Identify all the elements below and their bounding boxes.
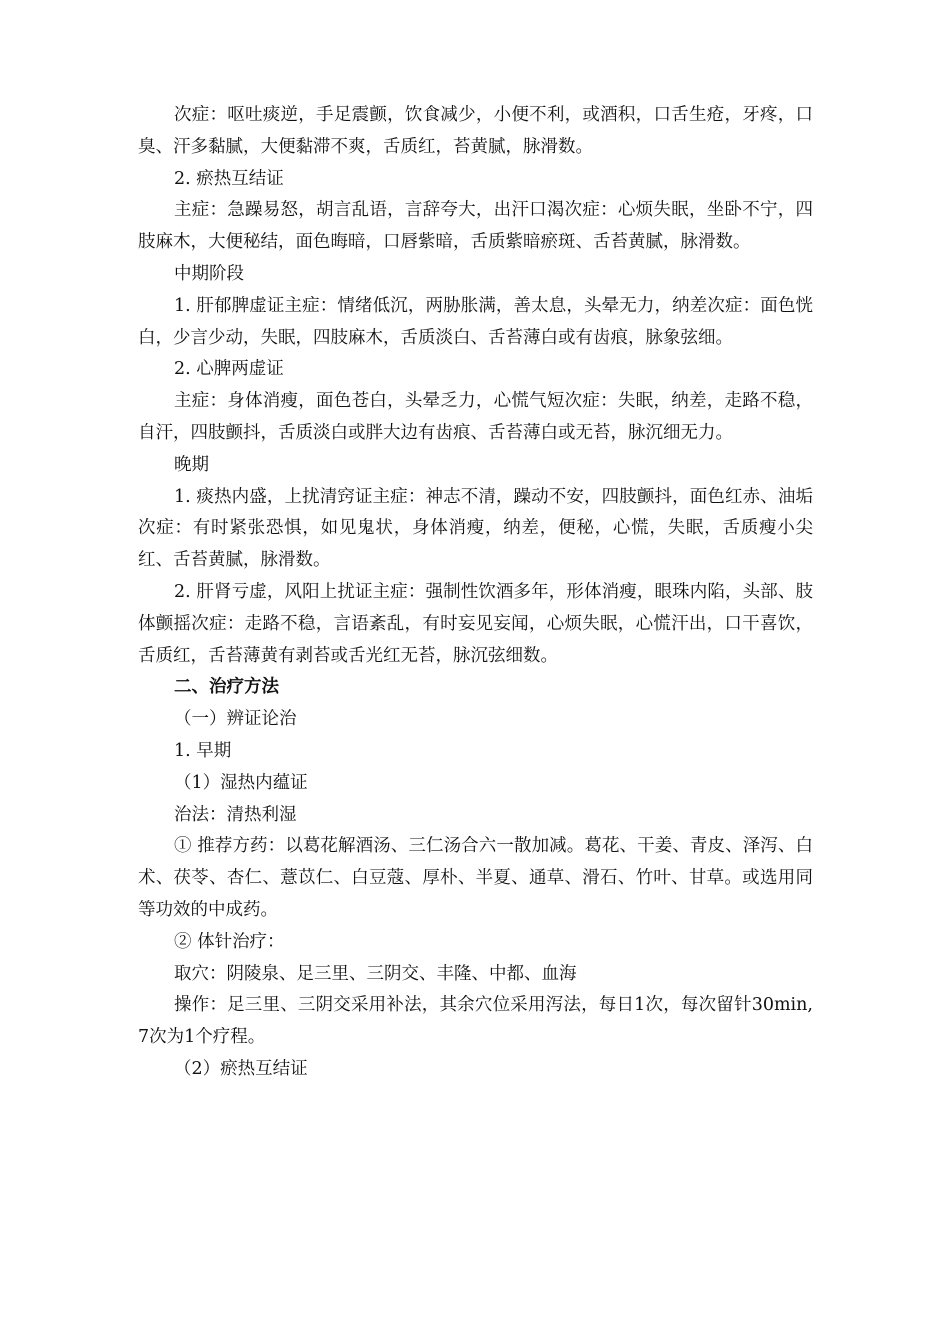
paragraph-phlegm-heat: 1. 痰热内盛，上扰清窍证主症：神志不清，躁动不安，四肢颤抖，面色红赤、油垢次症：有时紧张恐惧，如见鬼状，身体消瘦，纳差，便秘，心慌，失眠，舌质瘦小尖红、舌苔黄腻，脉滑数。: [138, 486, 813, 571]
paragraph-acupuncture: ② 体针治疗：: [174, 931, 285, 952]
paragraph-liver-kidney: 2. 肝肾亏虚，风阳上扰证主症：强制性饮酒多年，形体消瘦，眼珠内陷，头部、肢体颤摇次症：走路不稳，言语紊乱，有时妄见妄闻，心烦失眠，心慌汗出，口干喜饮，舌质红，舌苔薄黄有剥苔或舌光红无苔，脉沉弦细数。: [138, 581, 813, 666]
section-heading-treatment: 二、治疗方法: [174, 677, 279, 698]
paragraph-recommended-formula: ① 推荐方药：以葛花解酒汤、三仁汤合六一散加减。葛花、干姜、青皮、泽泻、白术、茯苓、杏仁、薏苡仁、白豆蔻、厚朴、半夏、通草、滑石、竹叶、甘草。或选用同等功效的中成药。: [138, 836, 813, 920]
paragraph-operation: 操作：足三里、三阴交采用补法，其余穴位采用泻法，每日1次，每次留针30min,7次为1个疗程。: [138, 995, 813, 1048]
paragraph-acupoints: 取穴：阴陵泉、足三里、三阴交、丰隆、中都、血海: [174, 963, 577, 984]
subheading-differentiation: （一）辨证论治: [174, 709, 297, 730]
heading-late-stage: 晚期: [174, 454, 209, 475]
heading-stasis-heat: 2. 瘀热互结证: [174, 168, 284, 189]
paragraph-liver-spleen: 1. 肝郁脾虚证主症：情绪低沉，两胁胀满，善太息，头晕无力，纳差次症：面色恍白，少言少动，失眠，四肢麻木，舌质淡白、舌苔薄白或有齿痕，脉象弦细。: [138, 295, 813, 348]
subheading-damp-heat: （1）湿热内蕴证: [174, 772, 308, 793]
subheading-early-stage: 1. 早期: [174, 740, 232, 761]
paragraph-secondary-symptoms: 次症：呕吐痰逆，手足震颤，饮食减少，小便不利，或酒积，口舌生疮，牙疼，口臭、汗多黏腻，大便黏滞不爽，舌质红，苔黄腻，脉滑数。: [138, 105, 813, 157]
subheading-stasis-heat-2: （2）瘀热互结证: [174, 1058, 308, 1079]
paragraph-treatment-principle: 治法：清热利湿: [174, 804, 297, 825]
heading-heart-spleen: 2. 心脾两虚证: [174, 359, 284, 380]
paragraph-heart-spleen-symptoms: 主症：身体消瘦，面色苍白，头晕乏力，心慌气短次症：失眠，纳差，走路不稳，自汗，四肢颤抖，舌质淡白或胖大边有齿痕、舌苔薄白或无苔，脉沉细无力。: [138, 391, 813, 443]
document-body: [138, 100, 813, 1086]
heading-middle-stage: 中期阶段: [174, 263, 244, 284]
paragraph-stasis-heat-symptoms: 主症：急躁易怒，胡言乱语，言辞夸大，出汗口渴次症：心烦失眠，坐卧不宁，四肢麻木，大便秘结，面色晦暗，口唇紫暗，舌质紫暗瘀斑、舌苔黄腻，脉滑数。: [138, 200, 813, 253]
